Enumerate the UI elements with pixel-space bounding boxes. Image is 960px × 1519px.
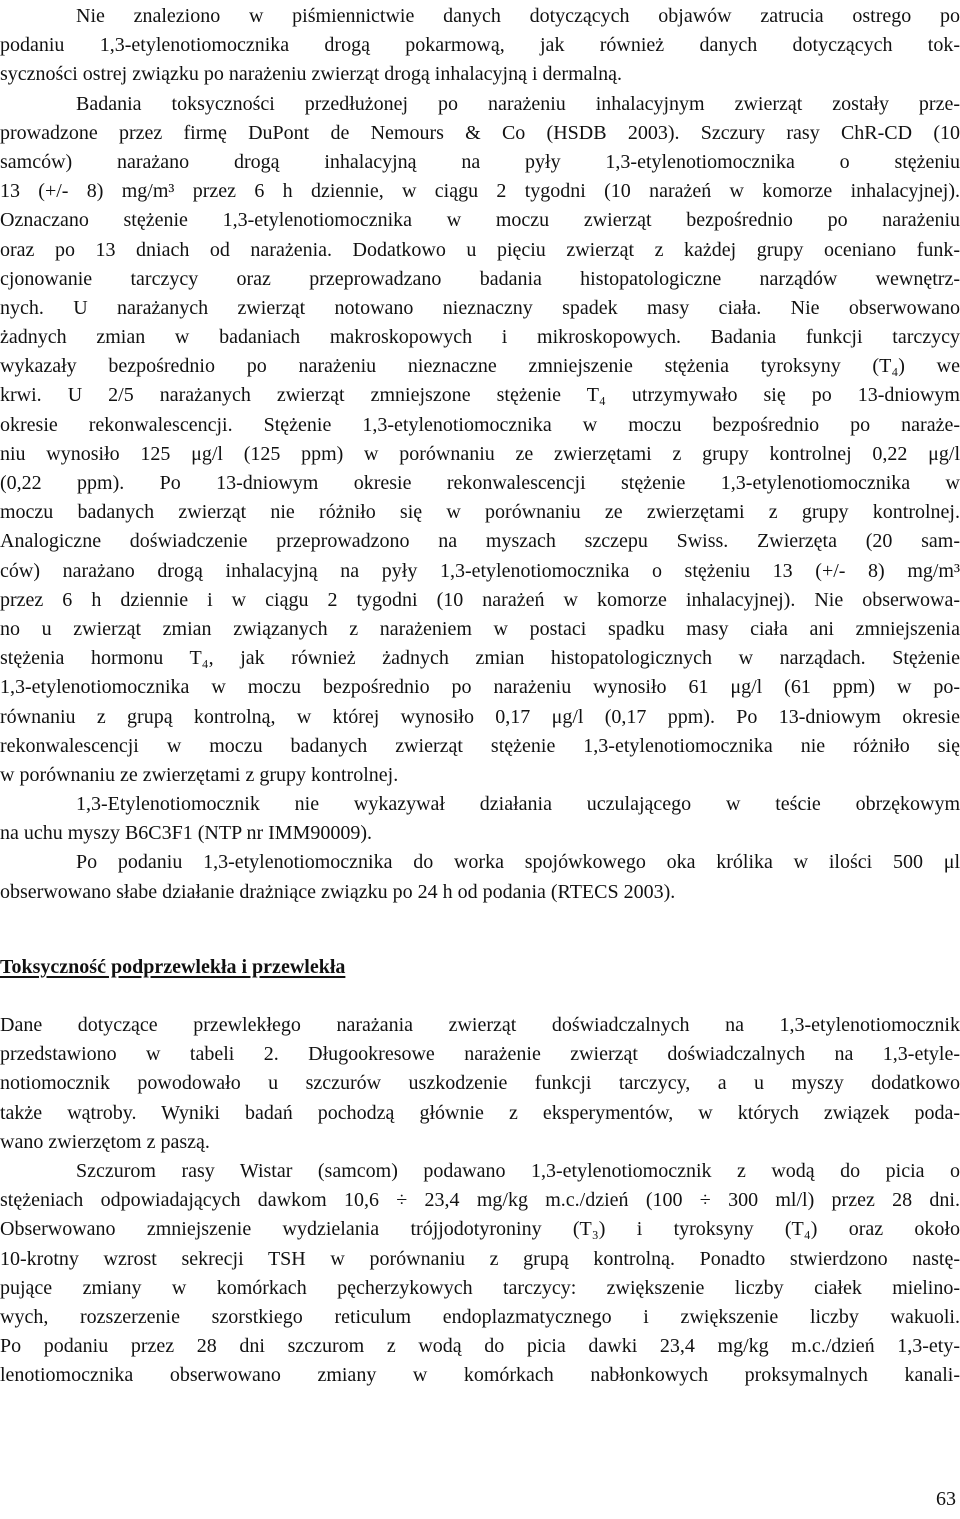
- text-line: Po podaniu 1,3-etylenotiomocznika do worka spojówkowego oka królika w ilości 500 μl: [76, 851, 960, 874]
- text-line: 1,3-Etylenotiomocznik nie wykazywał działania uczulającego w teście obrzękowym: [76, 793, 960, 816]
- text-line: 1,3-etylenotiomocznika w moczu bezpośrednio po narażeniu wynosiło 61 μg/l (61 ppm) w po-: [0, 676, 960, 699]
- text-line: Analogiczne doświadczenie przeprowadzono na myszach szczepu Swiss. Zwierzęta (20 sam-: [0, 530, 960, 553]
- text-line: samców) narażano drogą inhalacyjną na pyły 1,3-etylenotiomocznika o stężeniu: [0, 150, 960, 173]
- text-line: krwi. U 2/5 narażanych zwierząt zmniejszone stężenie T₄ utrzymywało się po 13-dniowym: [0, 384, 960, 407]
- text-line: stężeniach odpowiadających dawkom 10,6 ÷ 23,4 mg/kg m.c./dzień (100 ÷ 300 ml/l) przez 28 dni.: [0, 1189, 960, 1212]
- text-line: notiomocznik powodowało u szczurów uszkodzenie funkcji tarczycy, a u myszy dodatkowo: [0, 1072, 960, 1095]
- section-heading: [0, 953, 345, 982]
- text-line: niu wynosiło 125 μg/l (125 ppm) w porównaniu ze zwierzętami z grupy kontrolnej 0,22 μg/l: [0, 442, 960, 465]
- text-line: no u zwierząt zmian związanych z narażeniem w postaci spadku masy ciała ani zmniejszenia: [0, 617, 960, 640]
- text-line: Dane dotyczące przewlekłego narażania zwierząt doświadczalnych na 1,3-etylenotiomocznik: [0, 1014, 960, 1036]
- text-line: rekonwalescencji w moczu badanych zwierząt stężenie 1,3-etylenotiomocznika nie różniło się: [0, 734, 960, 757]
- text-line: cjonowanie tarczycy oraz przeprowadzano badania histopatologiczne narządów wewnętrz-: [0, 267, 960, 290]
- text-line: stężenia hormonu T₄, jak również żadnych zmian histopatologicznych w narządach. Stężenie: [0, 647, 960, 670]
- text-line: 10-krotny wzrost sekrecji TSH w porównaniu z grupą kontrolną. Ponadto stwierdzono nastę-: [0, 1247, 960, 1270]
- text-line: w porównaniu ze zwierzętami z grupy kontrolnej.: [0, 763, 399, 786]
- text-line: pujące zmiany w komórkach pęcherzykowych tarczycy: zwiększenie liczby ciałek mielino-: [0, 1276, 960, 1299]
- text-line: także wątroby. Wyniki badań pochodzą głównie z eksperymentów, w których związek poda-: [0, 1101, 960, 1124]
- text-line: okresie rekonwalescencji. Stężenie 1,3-etylenotiomocznika w moczu bezpośrednio po naraże-: [0, 413, 960, 436]
- chronic-toxicity-paragraphs: [0, 1011, 960, 1390]
- text-line: ców) narażano drogą inhalacyjną na pyły 1,3-etylenotiomocznika o stężeniu 13 (+/- 8) mg/m³: [0, 559, 960, 582]
- text-line: przedstawiono w tabeli 2. Długookresowe narażenie zwierząt doświadczalnych na 1,3-etyle-: [0, 1043, 960, 1066]
- text-line: Po podaniu przez 28 dni szczurom z wodą do picia dawki 23,4 mg/kg m.c./dzień 1,3-ety-: [0, 1335, 960, 1358]
- text-line: przez 6 h dziennie i w ciągu 2 tygodni (10 narażeń w komorze inhalacyjnej). Nie obserwowa-: [0, 588, 960, 611]
- text-line: Oznaczano stężenie 1,3-etylenotiomocznika w moczu zwierząt bezpośrednio po narażeniu: [0, 209, 960, 232]
- text-line: oraz po 13 dniach od narażenia. Dodatkowo u pięciu zwierząt z każdej grupy oceniano funk-: [0, 238, 960, 261]
- text-line: żadnych zmian w badaniach makroskopowych i mikroskopowych. Badania funkcji tarczycy: [0, 326, 960, 349]
- text-line: nych. U narażanych zwierząt notowano nieznaczny spadek masy ciała. Nie obserwowano: [0, 296, 960, 319]
- text-line: 13 (+/- 8) mg/m³ przez 6 h dziennie, w ciągu 2 tygodni (10 narażeń w komorze inhalacyjnej).: [0, 180, 960, 203]
- text-line: lenotiomocznika obserwowano zmiany w komórkach nabłonkowych proksymalnych kanali-: [0, 1364, 960, 1387]
- text-line: wykazały bezpośrednio po narażeniu nieznaczne zmniejszenie stężenia tyroksyny (T₄) we: [0, 355, 960, 378]
- text-line: obserwowano słabe działanie drażniące związku po 24 h od podania (RTECS 2003).: [0, 880, 676, 903]
- text-line: podaniu 1,3-etylenotiomocznika drogą pokarmową, jak również danych dotyczących tok-: [0, 34, 960, 57]
- text-line: Nie znaleziono w piśmiennictwie danych dotyczących objawów zatrucia ostrego po: [76, 5, 960, 27]
- section-heading-text: Toksyczność podprzewlekła i przewlekła: [0, 956, 346, 978]
- text-line: równaniu z grupą kontrolną, w której wynosiło 0,17 μg/l (0,17 ppm). Po 13-dniowym okresie: [0, 705, 960, 728]
- text-line: na uchu myszy B6C3F1 (NTP nr IMM90009).: [0, 822, 373, 845]
- page-number: 63: [936, 1488, 956, 1510]
- toxicity-paragraphs: [0, 2, 960, 907]
- text-line: (0,22 ppm). Po 13-dniowym okresie rekonwalescencji stężenie 1,3-etylenotiomocznika w: [0, 472, 960, 494]
- text-line: Obserwowano zmniejszenie wydzielania trójjodotyroniny (T₃) i tyroksyny (T₄) oraz około: [0, 1218, 960, 1241]
- text-line: wych, rozszerzenie szorstkiego reticulum endoplazmatycznego i zwiększenie liczby wakuoli.: [0, 1305, 960, 1328]
- text-line: wano zwierzętom z paszą.: [0, 1130, 210, 1153]
- text-line: syczności ostrej związku po narażeniu zwierząt drogą inhalacyjną i dermalną.: [0, 63, 622, 86]
- text-line: prowadzone przez firmę DuPont de Nemours & Co (HSDB 2003). Szczury rasy ChR-CD (10: [0, 121, 960, 144]
- text-line: Badania toksyczności przedłużonej po narażeniu inhalacyjnym zwierząt zostały prze-: [76, 92, 960, 115]
- text-line: Szczurom rasy Wistar (samcom) podawano 1,3-etylenotiomocznik z wodą do picia o: [76, 1159, 960, 1182]
- text-line: moczu badanych zwierząt nie różniło się w porównaniu ze zwierzętami z grupy kontrolnej.: [0, 501, 960, 524]
